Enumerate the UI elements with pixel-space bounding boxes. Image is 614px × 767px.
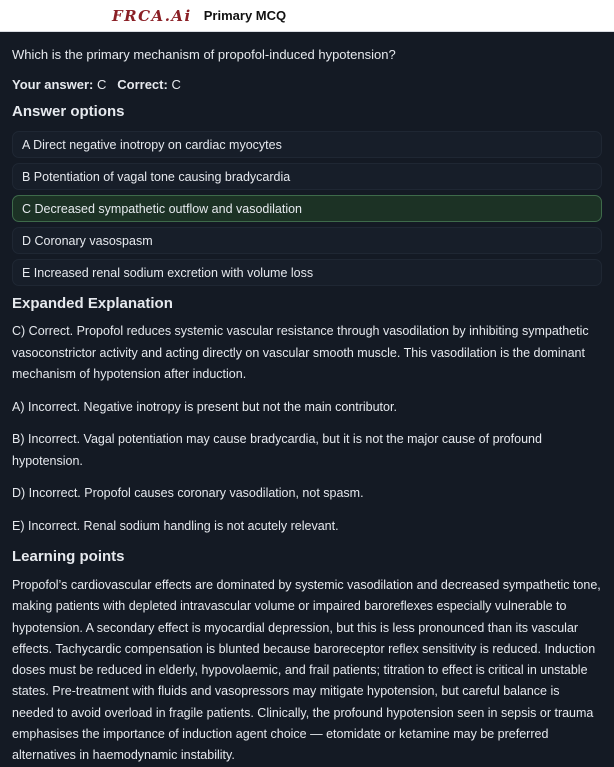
option-e[interactable]: E Increased renal sodium excretion with volume loss [12,259,602,286]
option-c-correct[interactable]: C Decreased sympathetic outflow and vasodilation [12,195,602,222]
option-d[interactable]: D Coronary vasospasm [12,227,602,254]
correct-answer-value: C [171,77,181,92]
explanation-paragraph: D) Incorrect. Propofol causes coronary vasodilation, not spasm. [12,486,364,500]
option-b[interactable]: B Potentiation of vagal tone causing bradycardia [12,163,602,190]
answer-options-list [12,131,602,286]
option-a[interactable]: A Direct negative inotropy on cardiac myocytes [12,131,602,158]
explanation-body [12,321,602,537]
your-answer-value: C [97,77,107,92]
explanation-paragraph: C) Correct. Propofol reduces systemic vascular resistance through vasodilation by inhibiting sympathetic vasoconstrictor activity and acting directly on vascular smooth muscle. This vasodilation is the dominant mechanism of hypotension after induction. [12,324,589,381]
learning-points-heading: Learning points [12,548,125,565]
explanation-paragraph: E) Incorrect. Renal sodium handling is not acutely relevant. [12,518,339,533]
your-answer-label: Your answer: [12,77,94,92]
explanation-paragraph: B) Incorrect. Vagal potentiation may cause bradycardia, but it is not the major cause of profound hypotension. [12,432,542,468]
explanation-paragraph: A) Incorrect. Negative inotropy is present but not the main contributor. [12,399,397,414]
top-bar [0,0,614,32]
correct-answer-label: Correct: [117,77,168,92]
app-title: Primary MCQ [203,8,287,23]
answer-summary [12,76,602,94]
learning-points-text: Propofol’s cardiovascular effects are dominated by systemic vasodilation and decreased sympathetic tone, making patients with depleted intravascular volume or impaired baroreflexes especially vulnerable to hypotension. A secondary effect is myocardial depression, but this is less pronounced than its vascular effects. Tachycardic compensation is blunted because baroreceptor reflex sensitivity is reduced. Induction doses must be reduced in elderly, hypovolaemic, and frail patients; titration to effect is critical in unstable states. Pre-treatment with fluids and vasopressors may mitigate hypotension, but careful balance is needed to avoid overload in fragile patients. Clinically, the profound hypotension seen in sepsis or trauma emphasises the importance of induction agent choice — etomidate or ketamine may be preferred alternatives in haemodynamic instability. [12,578,601,763]
explanation-heading: Expanded Explanation [12,295,173,312]
question-text: Which is the primary mechanism of propofol-induced hypotension? [12,47,396,62]
main-content [0,46,614,767]
options-heading: Answer options [12,103,125,120]
app-logo[interactable]: FRCA.Ai [112,6,192,25]
